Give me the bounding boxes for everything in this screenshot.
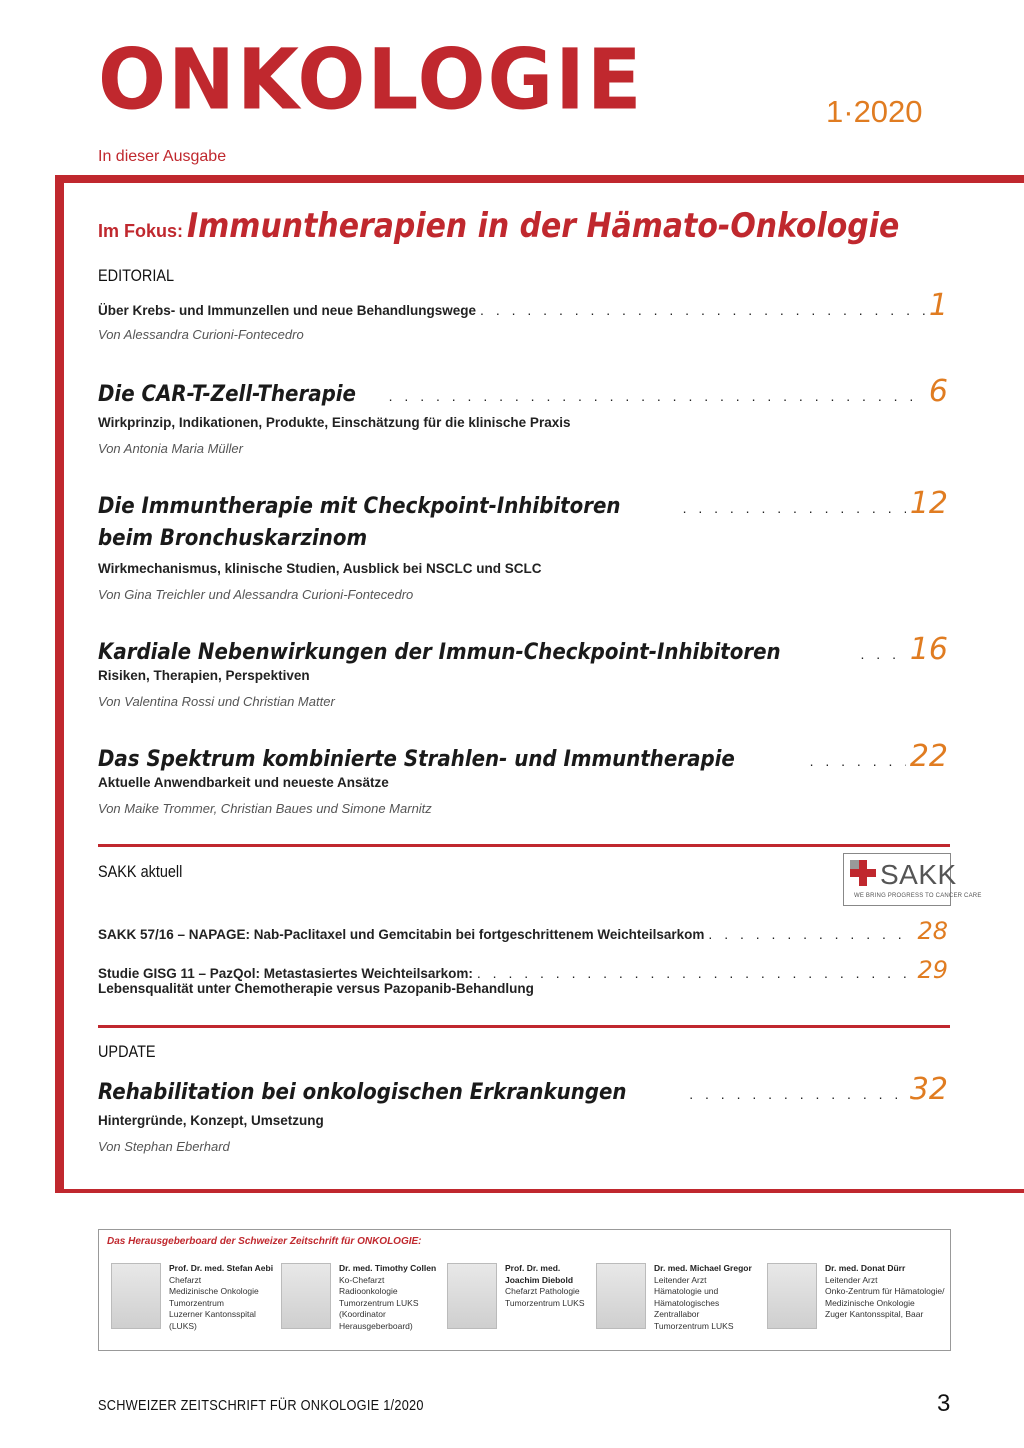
frame-bottom-border: [55, 1189, 1024, 1193]
toc-entry-car-t[interactable]: [98, 374, 948, 409]
toc-title: SAKK 57/16 – NAPAGE: Nab-Paclitaxel und Gemcitabin bei fortgeschrittenem Weichteilsarkom: [98, 927, 705, 942]
section-update: UPDATE: [98, 1042, 156, 1061]
toc-entry-strahlen[interactable]: [98, 739, 948, 774]
dot-leader: [683, 500, 906, 516]
focus-title: Immuntherapien in der Hämato-Onkologie: [187, 206, 900, 246]
dot-leader: [708, 926, 913, 942]
member-photo: [596, 1263, 646, 1329]
focus-label: Im Fokus:: [98, 221, 184, 241]
toc-title-line2: beim Bronchuskarzinom: [98, 526, 368, 551]
page-number: 32: [909, 1072, 948, 1107]
dot-leader: [480, 302, 925, 318]
dot-leader: [389, 388, 925, 404]
focus-heading: [98, 206, 997, 246]
frame-top-border: [55, 175, 1024, 183]
masthead-subtitle: In dieser Ausgabe: [98, 148, 227, 165]
toc-entry-gisg11[interactable]: [98, 956, 948, 984]
page-number: 29: [917, 956, 948, 984]
issue-number: 1·2020: [826, 94, 923, 129]
member-info: Dr. med. Donat Dürr Leitender Arzt Onko-Zentrum für Hämatologie/ Medizinische Onkologie Zuger Kantonsspital, Baar: [825, 1263, 945, 1319]
page-number: 6: [928, 374, 948, 409]
toc-author: Von Alessandra Curioni-Fontecedro: [98, 327, 304, 342]
masthead-title: ONKOLOGIE: [98, 30, 644, 129]
toc-title: Die CAR-T-Zell-Therapie: [98, 382, 356, 407]
toc-entry-editorial[interactable]: [98, 288, 948, 323]
sakk-logo: [843, 853, 982, 906]
toc-subtitle: Risiken, Therapien, Perspektiven: [98, 668, 310, 683]
toc-entry-checkpoint[interactable]: [98, 486, 948, 521]
member-photo: [447, 1263, 497, 1329]
section-sakk: SAKK aktuell: [98, 862, 183, 881]
member-info: Prof. Dr. med. Stefan Aebi Chefarzt Medizinische Onkologie Tumorzentrum Luzerner Kantonsspital (LUKS): [169, 1263, 274, 1331]
page-number: 16: [909, 632, 948, 667]
toc-author: Von Gina Treichler und Alessandra Curioni-Fontecedro: [98, 587, 414, 602]
toc-entry-sakk-5716[interactable]: [98, 917, 948, 945]
toc-author: Von Valentina Rossi und Christian Matter: [98, 694, 335, 709]
section-divider: [98, 844, 950, 847]
toc-title: Kardiale Nebenwirkungen der Immun-Checkpoint-Inhibitoren: [98, 640, 781, 665]
toc-author: Von Stephan Eberhard: [98, 1139, 230, 1154]
member-photo: [111, 1263, 161, 1329]
page-number: 28: [917, 917, 948, 945]
toc-title-line2: Lebensqualität unter Chemotherapie versus Pazopanib-Behandlung: [98, 981, 534, 996]
toc-title: Über Krebs- und Immunzellen und neue Behandlungswege: [98, 303, 477, 318]
toc-author: Von Antonia Maria Müller: [98, 441, 243, 456]
page-number: 22: [909, 739, 948, 774]
section-editorial: EDITORIAL: [98, 266, 175, 285]
dot-leader: [477, 965, 914, 981]
toc-title: Studie GISG 11 – PazQol: Metastasiertes Weichteilsarkom:: [98, 966, 473, 981]
member-photo: [767, 1263, 817, 1329]
editorial-board: [98, 1229, 951, 1351]
frame-left-border: [55, 175, 64, 1193]
sakk-cross-icon: [848, 858, 878, 888]
section-divider: [98, 1025, 950, 1028]
page-number: 1: [928, 288, 948, 323]
member-photo: [281, 1263, 331, 1329]
toc-entry-rehabilitation[interactable]: [98, 1072, 948, 1107]
toc-subtitle: Wirkprinzip, Indikationen, Produkte, Einschätzung für die klinische Praxis: [98, 415, 571, 430]
toc-subtitle: Wirkmechanismus, klinische Studien, Ausblick bei NSCLC und SCLC: [98, 561, 542, 576]
member-info: Dr. med. Michael Gregor Leitender Arzt Hämatologie und Hämatologisches Zentrallabor Tumorzentrum LUKS: [654, 1263, 752, 1331]
dot-leader: [810, 753, 906, 769]
dot-leader: [861, 646, 906, 662]
toc-title: Das Spektrum kombinierte Strahlen- und Immuntherapie: [98, 747, 735, 772]
board-title: Das Herausgeberboard der Schweizer Zeitschrift für ONKOLOGIE:: [107, 1236, 422, 1247]
toc-title: Die Immuntherapie mit Checkpoint-Inhibitoren: [98, 494, 621, 519]
toc-title: Rehabilitation bei onkologischen Erkrankungen: [98, 1080, 627, 1105]
toc-entry-kardiale[interactable]: [98, 632, 948, 667]
member-info: Dr. med. Timothy Collen Ko-Chefarzt Radioonkologie Tumorzentrum LUKS (Koordinator Herausgeberboard): [339, 1263, 437, 1331]
footer-journal: SCHWEIZER ZEITSCHRIFT FÜR ONKOLOGIE 1/2020: [98, 1397, 424, 1414]
toc-subtitle: Hintergründe, Konzept, Umsetzung: [98, 1113, 324, 1128]
page-number: 12: [909, 486, 948, 521]
dot-leader: [689, 1086, 906, 1102]
footer-page-number: 3: [937, 1390, 951, 1417]
toc-subtitle: Aktuelle Anwendbarkeit und neueste Ansätze: [98, 775, 389, 790]
sakk-logo-word: SAKK: [880, 859, 957, 890]
sakk-logo-tagline: WE BRING PROGRESS TO CANCER CARE: [854, 893, 982, 899]
toc-author: Von Maike Trommer, Christian Baues und Simone Marnitz: [98, 801, 432, 816]
member-info: Prof. Dr. med. Joachim Diebold Chefarzt Pathologie Tumorzentrum LUKS: [505, 1263, 585, 1308]
